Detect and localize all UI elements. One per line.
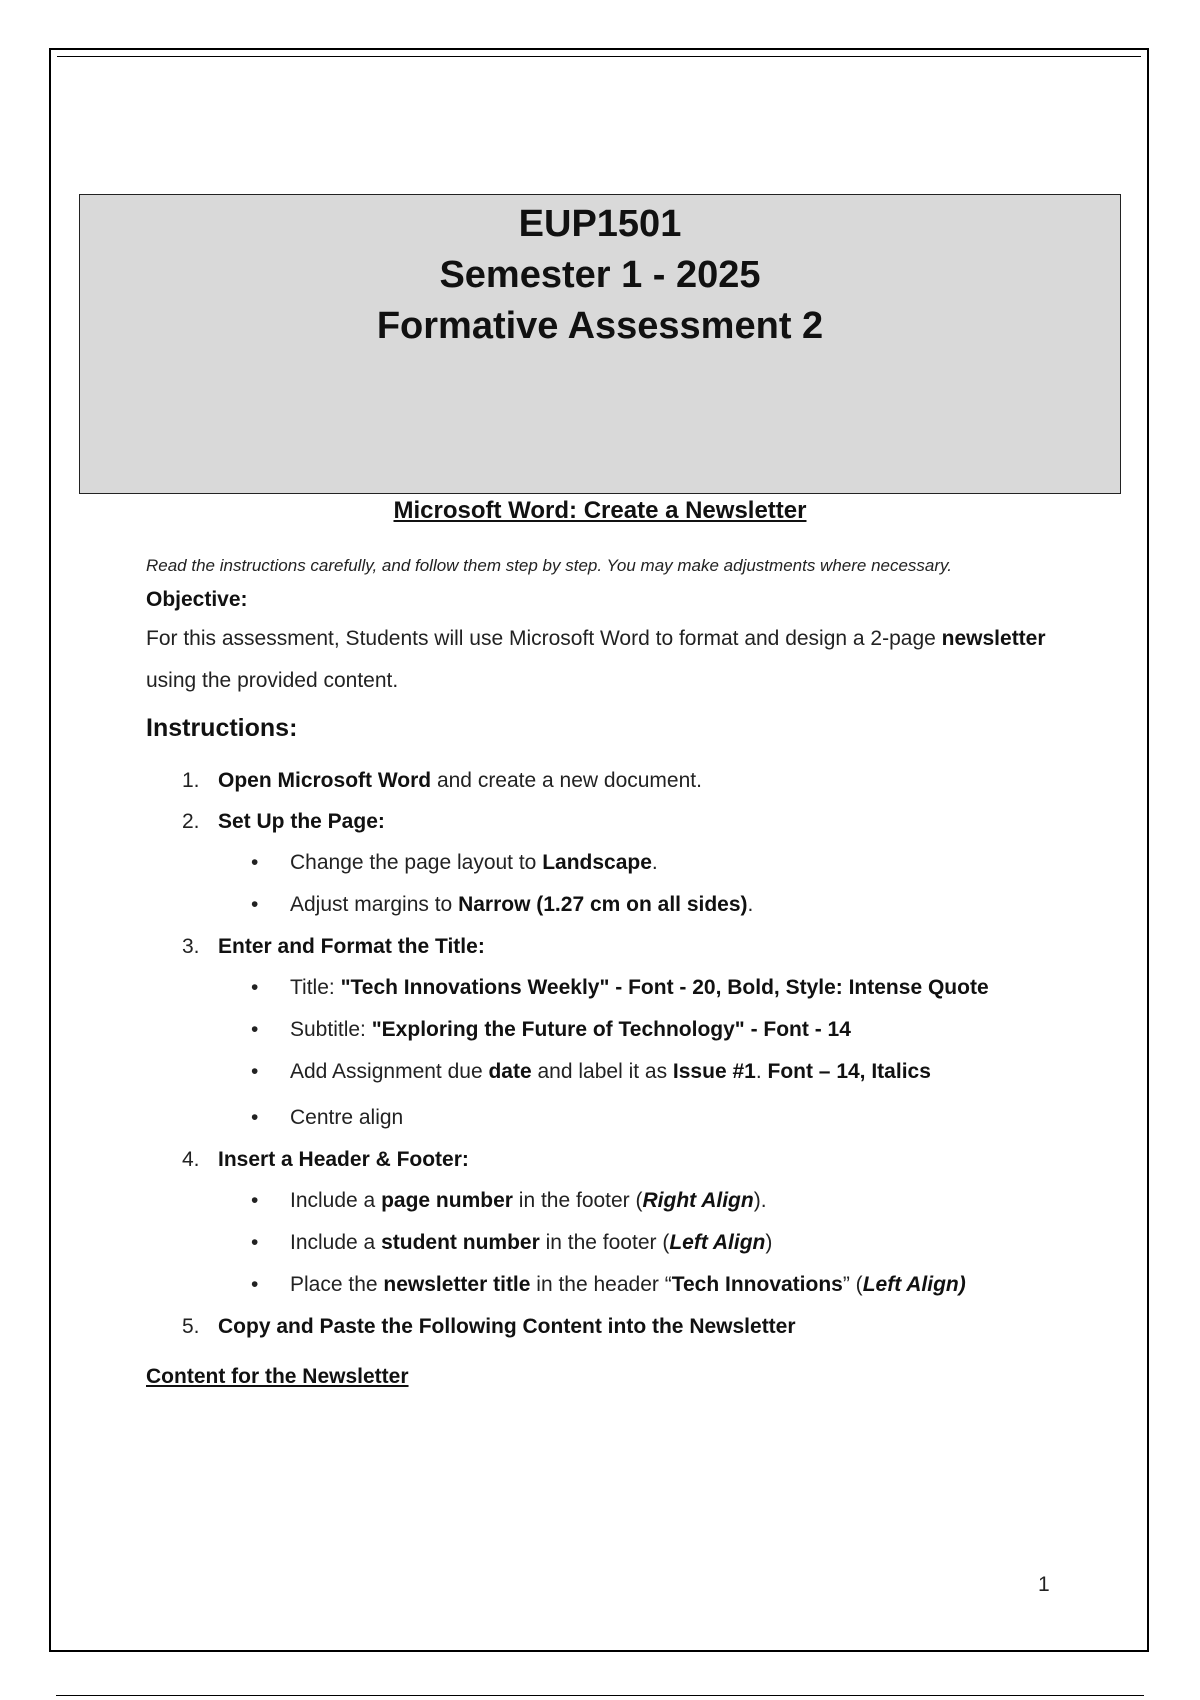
sub-text: Add Assignment due [290,1060,489,1083]
bullet-icon: • [251,1231,259,1254]
sub-text: and label it as [531,1060,673,1083]
step-number: 4. [182,1148,200,1171]
step-number: 2. [182,810,200,833]
sub-item [218,1009,1046,1051]
semester-line: Semester 1 - 2025 [439,254,761,296]
sub-text: in the footer ( [512,1189,643,1212]
step-title: Open Microsoft Word [218,769,432,792]
step-3 [146,926,1046,1139]
bullet-icon: • [251,893,259,916]
step-title: Set Up the Page: [218,810,385,833]
sub-bold-italic: Right Align [642,1189,754,1212]
step-title: Copy and Paste the Following Content into the Newsletter [218,1315,796,1338]
sub-text: Include a [290,1231,382,1254]
course-code: EUP1501 [518,203,682,245]
step-number: 1. [182,769,200,792]
sub-item [218,967,1046,1009]
step-4 [146,1139,1046,1306]
sub-list [218,1180,1046,1306]
sub-list [218,842,1046,926]
sub-item [218,842,1046,884]
step-2 [146,801,1046,926]
sub-item [218,884,1046,926]
objective-text-part: using the provided content. [146,669,399,692]
step-number: 3. [182,935,200,958]
sub-text: . [755,1060,768,1083]
bullet-icon: • [251,1273,259,1296]
sub-text: Subtitle: [290,1018,372,1041]
sub-item [218,1097,1046,1139]
step-number: 5. [182,1315,200,1338]
step-5 [146,1306,1046,1347]
instructions-label: Instructions: [146,714,298,742]
sub-text: . [651,851,658,874]
sub-text: ). [753,1189,767,1212]
sub-bold: "Exploring the Future of Technology" - Font - 14 [371,1018,851,1041]
step-1 [146,760,1046,801]
objective-text [146,618,1046,702]
bullet-icon: • [251,1060,259,1083]
sub-item [218,1051,1046,1093]
bullet-icon: • [251,1106,259,1129]
sub-item [218,1222,1046,1264]
sub-text: Centre align [290,1106,404,1129]
sub-bold: Font – 14, Italics [767,1060,931,1083]
sub-bold: "Tech Innovations Weekly" - Font - 20, Bold, Style: Intense Quote [340,976,989,999]
objective-text-part: For this assessment, Students will use Microsoft Word to format and design a 2-page [146,627,942,650]
sub-bold: date [488,1060,532,1083]
step-title: Enter and Format the Title: [218,935,485,958]
sub-bold: student number [381,1231,540,1254]
sub-text: . [747,893,754,916]
sub-item [218,1264,1046,1306]
sub-bold-italic: Left Align [669,1231,766,1254]
sub-list [218,967,1046,1139]
instruction-steps [146,760,1046,1347]
sub-text: ) [765,1231,773,1254]
sub-text: in the header “ [530,1273,672,1296]
bullet-icon: • [251,1018,259,1041]
sub-bold: Landscape [542,851,652,874]
bullet-icon: • [251,1189,259,1212]
sub-bold: page number [381,1189,513,1212]
sub-text: Change the page layout to [290,851,543,874]
sub-bold: newsletter title [383,1273,531,1296]
sub-text: ” ( [842,1273,863,1296]
sub-text: Include a [290,1189,382,1212]
sub-text: Place the [290,1273,384,1296]
page-number: 1 [1038,1573,1050,1596]
document-body [146,548,1046,1395]
page-border-inner-rule [57,56,1141,57]
sub-item [218,1180,1046,1222]
sub-text: in the footer ( [539,1231,670,1254]
assessment-title: Formative Assessment 2 [376,305,824,347]
document-heading: Microsoft Word: Create a Newsletter [393,497,807,524]
sub-bold: Narrow (1.27 cm on all sides) [458,893,748,916]
sub-text: Title: [290,976,341,999]
objective-label: Objective: [146,588,248,611]
next-page-rule [56,1695,1144,1696]
sub-text: Adjust margins to [290,893,459,916]
title-box [79,194,1121,494]
bullet-icon: • [251,976,259,999]
content-for-heading: Content for the Newsletter [146,1365,409,1388]
step-text: and create a new document. [431,769,702,792]
intro-paragraph: Read the instructions carefully, and follow them step by step. You may make adjustments where necessary. [146,556,953,575]
sub-bold-italic: Left Align) [862,1273,966,1296]
sub-bold: Issue #1 [672,1060,756,1083]
objective-text-bold: newsletter [941,627,1046,650]
step-title: Insert a Header & Footer: [218,1148,469,1171]
bullet-icon: • [251,851,259,874]
sub-bold: Tech Innovations [671,1273,843,1296]
